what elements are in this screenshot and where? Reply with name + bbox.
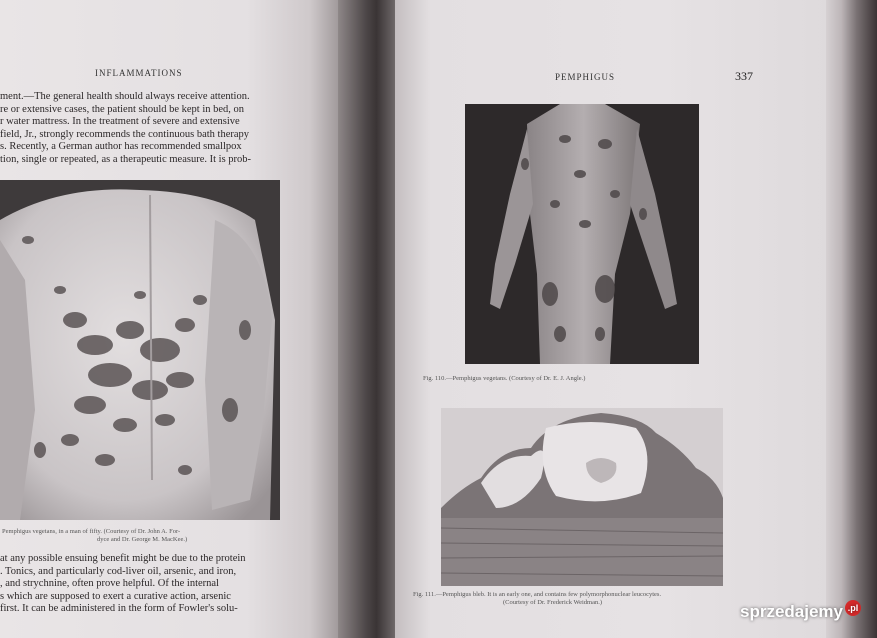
- text-line: s which are supposed to exert a curative action, arsenic: [0, 590, 231, 602]
- caption-line: dyce and Dr. George M. MacKee.): [97, 536, 188, 543]
- figure-pemphigus-back: [0, 180, 280, 520]
- page-number: 337: [735, 69, 753, 83]
- watermark-badge: .pl: [845, 600, 861, 616]
- left-text-bottom: [0, 553, 305, 616]
- site-watermark: [740, 602, 861, 622]
- text-line: at any possible ensuing benefit might be due to the protein: [0, 553, 246, 564]
- right-page: [395, 0, 835, 638]
- caption-line: (Courtesy of Dr. Frederick Weidman.): [503, 599, 602, 606]
- figure-pemphigus-bleb-histology: [441, 408, 723, 586]
- text-line: s. Recently, a German author has recommended smallpox: [0, 141, 242, 153]
- left-running-head: INFLAMMATIONS: [95, 68, 183, 78]
- text-line: first. It can be administered in the form of Fowler's solu-: [0, 603, 238, 615]
- caption-line: Pemphigus vegetans, in a man of fifty. (Courtesy of Dr. John A. For-: [2, 528, 181, 535]
- text-line: ment.—The general health should always receive attention.: [0, 91, 250, 102]
- watermark-text: sprzedajemy: [740, 602, 843, 621]
- text-line: tion, single or repeated, as a therapeutic measure. It is prob-: [0, 153, 252, 165]
- text-line: r water mattress. In the treatment of severe and extensive: [0, 116, 240, 128]
- text-line: re or extensive cases, the patient should be kept in bed, on: [0, 103, 245, 115]
- caption-line: Fig. 111.—Pemphigus bleb. It is an early one, and contains few polymorphonuclear leucocytes.: [413, 591, 662, 598]
- figure-pemphigus-vegetans: [465, 104, 699, 364]
- text-line: . Tonics, and particularly cod-liver oil, arsenic, and iron,: [0, 565, 237, 577]
- left-figure-caption: [2, 528, 187, 544]
- text-line: field, Jr., strongly recommends the continuous bath therapy: [0, 128, 250, 140]
- figure-1-caption: Fig. 110.—Pemphigus vegetans. (Courtesy of Dr. E. J. Angle.): [423, 375, 586, 382]
- figure-2-caption: [413, 591, 661, 607]
- left-page: [0, 0, 352, 638]
- page-edge: [826, 0, 877, 638]
- left-text-top: [0, 91, 305, 167]
- text-line: , and strychnine, often prove helpful. Of the internal: [0, 578, 219, 590]
- right-running-head: PEMPHIGUS: [555, 72, 616, 82]
